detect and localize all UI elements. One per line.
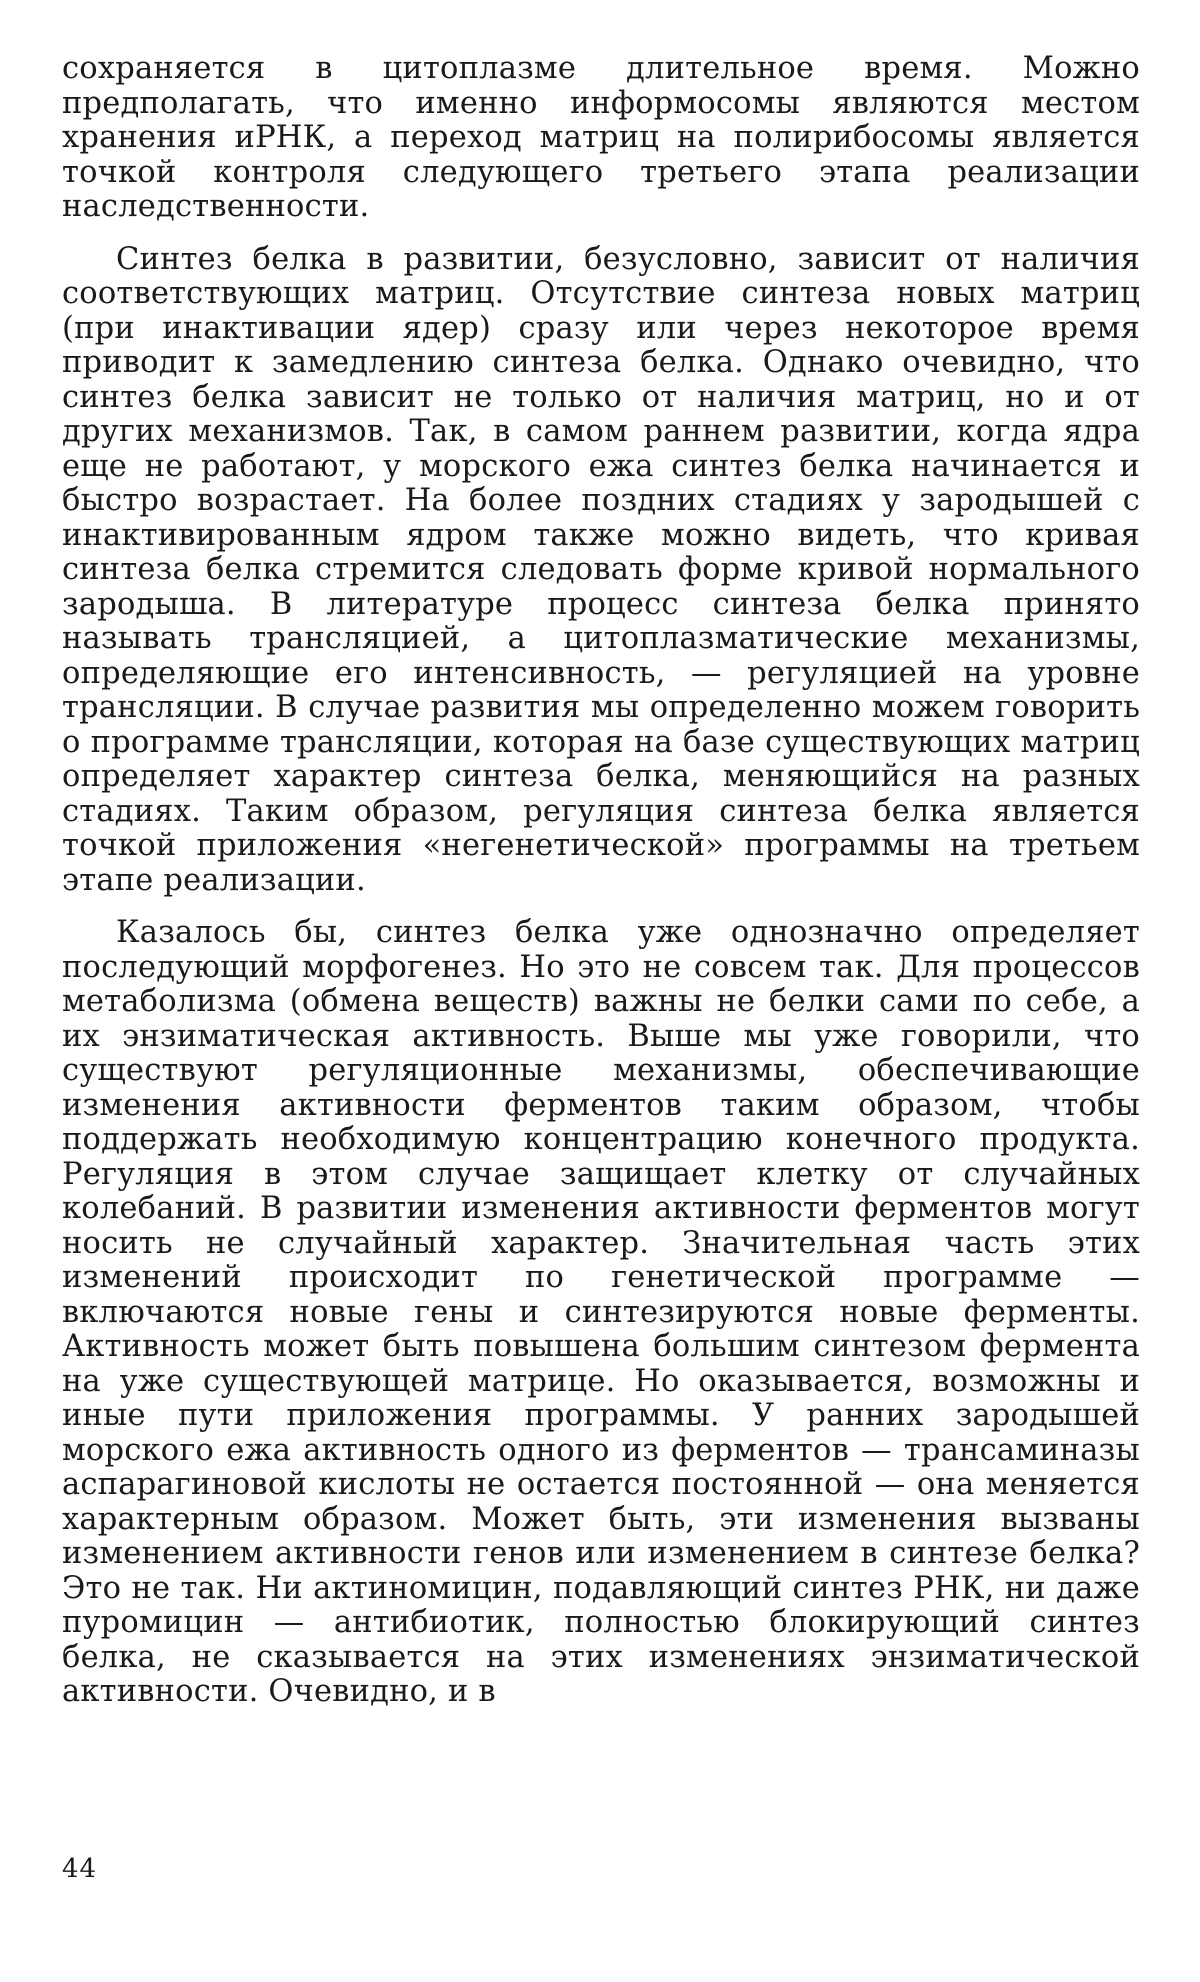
- paragraph-protein-synthesis: Синтез белка в развитии, безусловно, зависит от наличия соответствующих матриц. Отсутствие синтеза новых матриц (при инактивации ядер) сразу или через некоторое время приводит к замедлению синтеза белка. Однако очевидно, что синтез белка зависит не только от наличия матриц, но и от других механизмов. Так, в самом раннем развитии, когда ядра еще не работают, у морского ежа синтез белка начинается и быстро возрастает. На более поздних стадиях у зародышей с инактивированным ядром также можно видеть, что кривая синтеза белка стремится следовать форме кривой нормального зародыша. В литературе процесс синтеза белка принято называть трансляцией, а цитоплазматические механизмы, определяющие его интенсивность, — регуляцией на уровне трансляции. В случае развития мы определенно можем говорить о программе трансляции, которая на базе существующих матриц определяет характер синтеза белка, меняющийся на разных стадиях. Таким образом, регуляция синтеза белка является точкой приложения «негенетической» программы на третьем этапе реализации.: [62, 241, 1140, 898]
- paragraph-continuation: сохраняется в цитоплазме длительное время. Можно предполагать, что именно информосомы являются местом хранения иРНК, а переход матриц на полирибосомы является точкой контроля следующего третьего этапа реализации наследственности.: [62, 51, 1140, 224]
- page-number: 44: [62, 1854, 98, 1884]
- paragraph-enzymatic-activity: Казалось бы, синтез белка уже однозначно определяет последующий морфогенез. Но это не совсем так. Для процессов метаболизма (обмена веществ) важны не белки сами по себе, а их энзиматическая активность. Выше мы уже говорили, что существуют регуляционные механизмы, обеспечивающие изменения активности ферментов таким образом, чтобы поддержать необходимую концентрацию конечного продукта. Регуляция в этом случае защищает клетку от случайных колебаний. В развитии изменения активности ферментов могут носить не случайный характер. Значительная часть этих изменений происходит по генетической программе — включаются новые гены и синтезируются новые ферменты. Активность может быть повышена большим синтезом фермента на уже существующей матрице. Но оказывается, возможны и иные пути приложения программы. У ранних зародышей морского ежа активность одного из ферментов — трансаминазы аспарагиновой кислоты не остается постоянной — она меняется характерным образом. Может быть, эти изменения вызваны изменением активности генов или изменением в синтезе белка? Это не так. Ни актиномицин, подавляющий синтез РНК, ни даже пуромицин — антибиотик, полностью блокирующий синтез белка, не сказывается на этих изменениях энзиматической активности. Очевидно, и в: [62, 915, 1140, 1709]
- page-body: [62, 52, 1140, 1728]
